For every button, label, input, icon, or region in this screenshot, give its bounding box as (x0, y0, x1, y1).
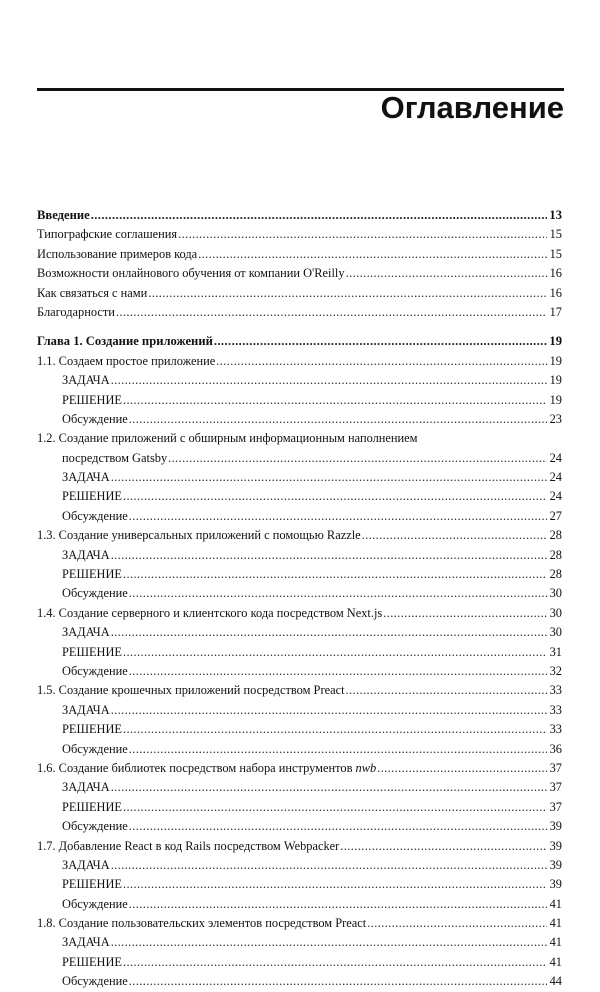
toc-page-number: 16 (549, 285, 562, 300)
toc-page-number: 13 (549, 208, 562, 222)
toc-page-number: 17 (549, 304, 562, 319)
toc-entry[interactable] (37, 778, 562, 797)
dot-leader (367, 914, 547, 933)
toc-entry-title-text: Обсуждение (62, 586, 128, 601)
toc-entry-title-text: 1.1. Создаем простое приложение (37, 353, 216, 368)
dot-leader (129, 817, 547, 836)
toc-entry-title (62, 778, 110, 797)
dot-leader (111, 856, 547, 875)
toc-page-number: 30 (549, 625, 562, 640)
toc-entry-title-text: РЕШЕНИЕ (62, 877, 122, 892)
dot-leader (346, 264, 547, 283)
toc-page-number: 16 (549, 266, 562, 281)
toc-entry-title (62, 391, 122, 410)
toc-entry-title (62, 487, 122, 506)
toc-page-number: 24 (549, 489, 562, 504)
toc-page-number: 15 (549, 227, 562, 242)
toc-chapter-entry[interactable] (37, 206, 562, 225)
toc-entry-title (62, 856, 110, 875)
toc-entry[interactable] (37, 546, 562, 565)
toc-entry-title (62, 410, 128, 429)
toc-entry-title-text: Глава 1. Создание приложений (37, 334, 213, 349)
toc-entry[interactable] (37, 681, 562, 700)
toc-entry-title (62, 662, 128, 681)
toc-entry-title-text: РЕШЕНИЕ (62, 392, 122, 407)
toc-entry-title (37, 429, 418, 448)
toc-entry-title-text: ЗАДАЧА (62, 625, 110, 640)
dot-leader (129, 584, 547, 603)
toc-entry-title-text: РЕШЕНИЕ (62, 722, 122, 737)
toc-entry-title (62, 972, 128, 991)
toc-entry-title-italic: nwb (355, 760, 377, 775)
toc-entry-title (37, 352, 215, 371)
toc-page-number: 27 (549, 508, 562, 523)
dot-leader (362, 526, 547, 545)
toc-page-number: 30 (549, 605, 562, 620)
toc-entry[interactable] (37, 720, 562, 739)
dot-leader (377, 759, 547, 778)
toc-entry[interactable] (37, 526, 562, 545)
toc-page-number: 19 (549, 392, 562, 407)
toc-entry-title (62, 701, 110, 720)
toc-chapter-entry[interactable] (37, 332, 562, 351)
toc-entry-title-text: 1.7. Добавление React в код Rails посредством Webpacker (37, 838, 340, 853)
dot-leader (346, 681, 547, 700)
toc-entry[interactable] (37, 701, 562, 720)
toc-entry[interactable] (37, 264, 562, 283)
toc-entry-title (37, 837, 339, 856)
toc-entry-title-text: Возможности онлайнового обучения от компании O'Reilly (37, 266, 345, 281)
toc-entry-title-text: ЗАДАЧА (62, 547, 110, 562)
dot-leader (111, 623, 547, 642)
dot-leader (148, 284, 547, 303)
toc-entry[interactable] (37, 798, 562, 817)
toc-entry-title (62, 371, 110, 390)
toc-entry-title-text: ЗАДАЧА (62, 857, 110, 872)
dot-leader (129, 410, 547, 429)
dot-leader (111, 468, 547, 487)
toc-entry-title-text: Введение (37, 208, 90, 222)
toc-entry[interactable] (37, 740, 562, 759)
toc-page-number: 19 (549, 353, 562, 368)
toc-entry-title-text: Обсуждение (62, 508, 128, 523)
toc-page-number: 24 (549, 470, 562, 485)
toc-entry-title (62, 953, 122, 972)
toc-entry[interactable] (37, 856, 562, 875)
toc-entry-title-text: ЗАДАЧА (62, 780, 110, 795)
toc-page-number: 41 (549, 954, 562, 969)
table-of-contents (37, 206, 562, 992)
toc-entry[interactable] (37, 303, 562, 322)
toc-entry-title-text: РЕШЕНИЕ (62, 489, 122, 504)
toc-entry-title-text: Благодарности (37, 304, 115, 319)
toc-entry-title-text: 1.5. Создание крошечных приложений посредством Preact (37, 683, 345, 698)
toc-entry-title-text: Обсуждение (62, 411, 128, 426)
toc-entry-title-text: Как связаться с нами (37, 285, 148, 300)
toc-entry-title (62, 449, 167, 468)
toc-page-number: 24 (549, 450, 562, 465)
dot-leader (111, 701, 547, 720)
toc-entry-title-text: посредством Gatsby (62, 450, 168, 465)
toc-entry-title-text: ЗАДАЧА (62, 702, 110, 717)
toc-page-number: 39 (549, 838, 562, 853)
dot-leader (123, 720, 547, 739)
dot-leader (129, 662, 547, 681)
dot-leader (129, 895, 547, 914)
toc-page-number: 39 (549, 819, 562, 834)
dot-leader (214, 332, 547, 351)
toc-entry[interactable] (37, 391, 562, 410)
dot-leader (129, 507, 547, 526)
toc-page-number: 37 (549, 780, 562, 795)
dot-leader (129, 972, 547, 991)
toc-entry-title-text: Обсуждение (62, 896, 128, 911)
toc-page-number: 39 (549, 857, 562, 872)
toc-entry[interactable] (37, 584, 562, 603)
dot-leader (123, 643, 547, 662)
toc-entry[interactable] (37, 245, 562, 264)
dot-leader (383, 604, 547, 623)
toc-page-number: 33 (549, 683, 562, 698)
toc-entry-title-text: ЗАДАЧА (62, 935, 110, 950)
dot-leader (178, 225, 547, 244)
dot-leader (123, 798, 547, 817)
toc-entry[interactable] (37, 953, 562, 972)
toc-page-number: 32 (549, 663, 562, 678)
toc-entry-title (37, 264, 345, 283)
toc-entry[interactable] (37, 352, 562, 371)
toc-page-number: 44 (549, 974, 562, 989)
toc-entry[interactable] (37, 410, 562, 429)
toc-page-number: 36 (549, 741, 562, 756)
toc-page-number: 41 (549, 896, 562, 911)
toc-entry-title (37, 225, 177, 244)
toc-page-number: 33 (549, 722, 562, 737)
toc-entry-title-text: РЕШЕНИЕ (62, 644, 122, 659)
toc-page-number: 39 (549, 877, 562, 892)
toc-page-number: 28 (549, 528, 562, 543)
toc-page-number: 31 (549, 644, 562, 659)
toc-entry[interactable] (37, 225, 562, 244)
toc-entry[interactable] (37, 623, 562, 642)
toc-page-number: 30 (549, 586, 562, 601)
toc-entry-title (62, 740, 128, 759)
dot-leader (216, 352, 547, 371)
toc-entry-title-text: Обсуждение (62, 819, 128, 834)
toc-entry-title (62, 895, 128, 914)
toc-entry[interactable] (37, 759, 562, 778)
toc-entry-title (37, 284, 147, 303)
toc-entry[interactable] (37, 643, 562, 662)
toc-entry-title-text: Обсуждение (62, 663, 128, 678)
toc-entry-title-text: РЕШЕНИЕ (62, 799, 122, 814)
toc-entry-title-text: Типографские соглашения (37, 227, 178, 242)
toc-entry[interactable] (37, 284, 562, 303)
toc-entry[interactable] (37, 604, 562, 623)
toc-entry-title-text: Использование примеров кода (37, 246, 198, 261)
toc-entry-title (37, 914, 366, 933)
toc-entry-title (37, 526, 361, 545)
toc-entry[interactable] (37, 371, 562, 390)
toc-entry[interactable] (37, 662, 562, 681)
dot-leader (123, 953, 547, 972)
toc-entry[interactable] (37, 933, 562, 952)
toc-entry-title-text: Обсуждение (62, 741, 128, 756)
dot-leader (168, 449, 547, 468)
dot-leader (123, 565, 547, 584)
toc-entry-title (37, 604, 382, 623)
dot-leader (111, 933, 547, 952)
toc-entry[interactable] (37, 875, 562, 894)
toc-page-number: 33 (549, 702, 562, 717)
toc-entry-title (37, 332, 213, 351)
toc-entry-title-text: 1.2. Создание приложений с обширным информационным наполнением (37, 431, 418, 446)
toc-entry[interactable] (37, 817, 562, 836)
toc-page-number: 19 (549, 373, 562, 388)
toc-entry-title (62, 468, 110, 487)
toc-entry-title (62, 720, 122, 739)
toc-entry-title (62, 643, 122, 662)
toc-entry[interactable] (37, 468, 562, 487)
toc-page-number: 37 (549, 760, 562, 775)
dot-leader (123, 875, 547, 894)
toc-entry-title-text: РЕШЕНИЕ (62, 954, 122, 969)
dot-leader (123, 391, 547, 410)
toc-entry-title (37, 681, 345, 700)
toc-entry-title (62, 584, 128, 603)
toc-entry-title (62, 817, 128, 836)
toc-page-number: 15 (549, 246, 562, 261)
toc-entry-title (62, 875, 122, 894)
toc-entry-title-text: Обсуждение (62, 974, 128, 989)
toc-entry-title (37, 206, 90, 225)
toc-entry-title-text: 1.8. Создание пользовательских элементов посредством Preact (37, 916, 367, 931)
toc-page-number: 37 (549, 799, 562, 814)
toc-entry-title-text: РЕШЕНИЕ (62, 567, 122, 582)
toc-entry-title-text: ЗАДАЧА (62, 470, 110, 485)
toc-entry-title (37, 303, 115, 322)
toc-entry-title-text: 1.4. Создание серверного и клиентского кода посредством Next.js (37, 605, 383, 620)
dot-leader (116, 303, 547, 322)
dot-leader (91, 206, 547, 225)
toc-entry-title-text: ЗАДАЧА (62, 373, 110, 388)
dot-leader (111, 778, 547, 797)
toc-entry-title (37, 759, 376, 778)
toc-entry-title (62, 798, 122, 817)
toc-entry-title (62, 933, 110, 952)
toc-entry[interactable] (37, 507, 562, 526)
toc-entry[interactable] (37, 972, 562, 991)
toc-entry[interactable] (37, 914, 562, 933)
toc-entry[interactable] (37, 837, 562, 856)
toc-page-number: 28 (549, 547, 562, 562)
toc-entry-title-text: 1.3. Создание универсальных приложений с помощью Razzle (37, 528, 361, 543)
toc-entry-title (62, 565, 122, 584)
toc-entry-title (37, 245, 197, 264)
dot-leader (123, 487, 547, 506)
dot-leader (340, 837, 547, 856)
toc-entry-title (62, 507, 128, 526)
toc-entry[interactable] (37, 895, 562, 914)
toc-page-number: 41 (549, 935, 562, 950)
toc-entry-title (62, 546, 110, 565)
toc-entry-title-text: 1.6. Создание библиотек посредством набора инструментов (37, 760, 356, 775)
dot-leader (111, 371, 547, 390)
toc-entry[interactable] (37, 449, 562, 468)
toc-page-number: 19 (549, 334, 562, 349)
toc-entry[interactable] (37, 565, 562, 584)
toc-page-number: 41 (549, 916, 562, 931)
toc-entry[interactable] (37, 429, 562, 448)
dot-leader (111, 546, 547, 565)
toc-entry-title (62, 623, 110, 642)
toc-page-number: 23 (549, 411, 562, 426)
toc-page-number: 28 (549, 567, 562, 582)
toc-entry[interactable] (37, 487, 562, 506)
dot-leader (198, 245, 547, 264)
dot-leader (129, 740, 547, 759)
page-title: Оглавление (380, 90, 564, 125)
